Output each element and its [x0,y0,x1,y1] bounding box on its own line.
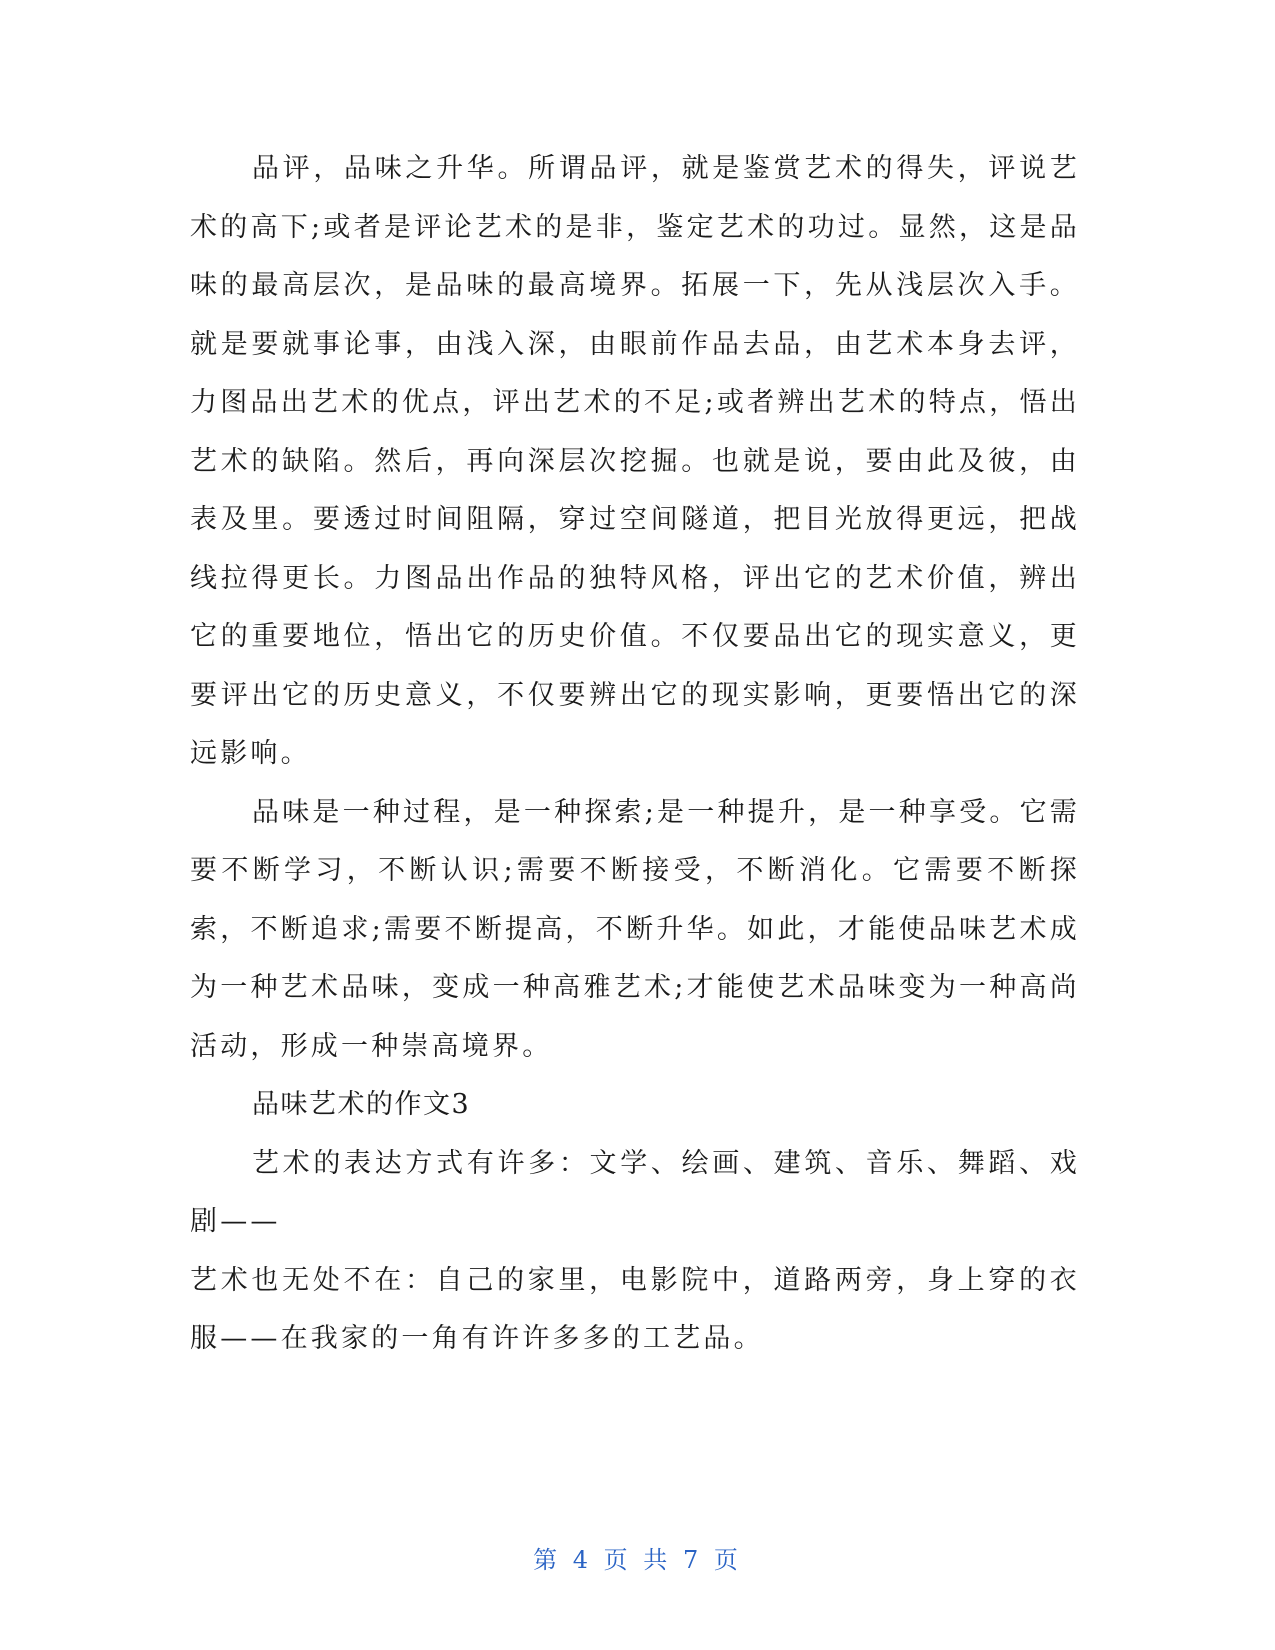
paragraph-art-everywhere: 艺术也无处不在：自己的家里，电影院中，道路两旁，身上穿的衣服——在我家的一角有许许多多的工艺品。 [190,1264,1080,1354]
section-title: 品味艺术的作文3 [252,1089,471,1120]
paragraph-art-forms: 艺术的表达方式有许多：文学、绘画、建筑、音乐、舞蹈、戏剧—— [190,1147,1080,1237]
paragraph-evaluation: 品评，品味之升华。所谓品评，就是鉴赏艺术的得失，评说艺术的高下;或者是评论艺术的是非，鉴定艺术的功过。显然，这是品味的最高层次，是品味的最高境界。拓展一下，先从浅层次入手。就是要就事论事，由浅入深，由眼前作品去品，由艺术本身去评，力图品出艺术的优点，评出艺术的不足;或者辨出艺术的特点，悟出艺术的缺陷。然后，再向深层次挖掘。也就是说，要由此及彼，由表及里。要透过时间阻隔，穿过空间隧道，把目光放得更远，把战线拉得更长。力图品出作品的独特风格，评出它的艺术价值，辨出它的重要地位，悟出它的历史价值。不仅要品出它的现实意义，更要评出它的历史意义，不仅要辨出它的现实影响，更要悟出它的深远影响。 [190,153,1080,769]
document-body [190,140,1080,1369]
paragraph-process: 品味是一种过程，是一种探索;是一种提升，是一种享受。它需要不断学习，不断认识;需要不断接受，不断消化。它需要不断探索，不断追求;需要不断提高，不断升华。如此，才能使品味艺术成为一种艺术品味，变成一种高雅艺术;才能使艺术品味变为一种高尚活动，形成一种崇高境界。 [190,796,1080,1062]
page-number-footer: 第 4 页 共 7 页 [533,1546,742,1574]
